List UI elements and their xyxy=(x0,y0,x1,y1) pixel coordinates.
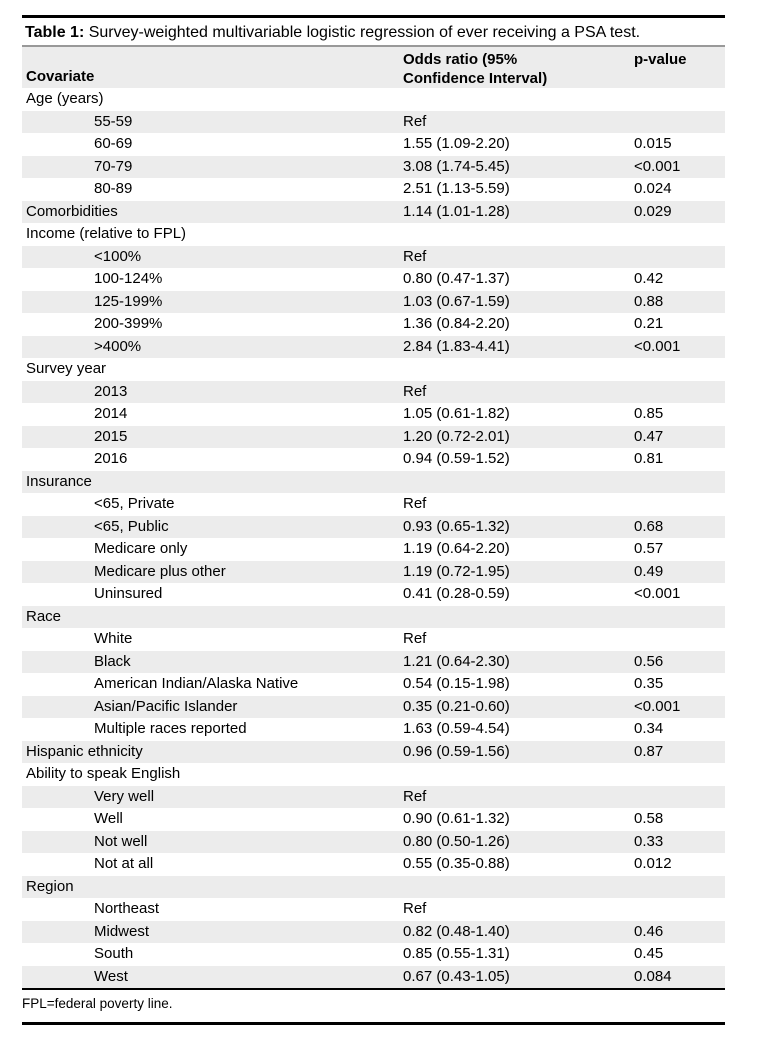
odds-ratio-cell xyxy=(403,358,634,381)
p-value-cell: 0.35 xyxy=(634,675,664,692)
odds-ratio-cell: 1.03 (0.67-1.59) xyxy=(403,292,510,310)
covariate-cell: 125-199% xyxy=(94,292,163,310)
covariate-cell: Multiple races reported xyxy=(94,720,247,737)
p-value-cell: <0.001 xyxy=(634,337,681,355)
odds-ratio-cell: 3.08 (1.74-5.45) xyxy=(403,157,510,175)
odds-ratio-cell: 1.19 (0.64-2.20) xyxy=(403,540,510,557)
covariate-cell: South xyxy=(94,945,134,962)
p-value-cell: 0.68 xyxy=(634,517,664,535)
table-row xyxy=(22,696,725,719)
table-row xyxy=(22,313,725,336)
table-row xyxy=(22,156,725,179)
p-value-cell xyxy=(634,606,725,629)
p-value-cell: 0.45 xyxy=(634,945,664,962)
table-row xyxy=(22,111,725,134)
odds-ratio-cell: 0.94 (0.59-1.52) xyxy=(403,450,510,467)
odds-ratio-cell xyxy=(403,876,634,899)
covariate-cell: 80-89 xyxy=(94,180,133,197)
table-row xyxy=(22,426,725,449)
odds-ratio-cell: 0.35 (0.21-0.60) xyxy=(403,697,510,715)
table-row xyxy=(22,808,725,831)
p-value-cell: 0.49 xyxy=(634,562,664,580)
covariate-cell: 200-399% xyxy=(94,315,163,332)
p-value-cell: 0.58 xyxy=(634,810,664,827)
odds-ratio-cell: 0.82 (0.48-1.40) xyxy=(403,922,510,940)
table-row xyxy=(22,831,725,854)
p-value-cell: 0.015 xyxy=(634,135,672,152)
table-row xyxy=(22,628,725,651)
table-row xyxy=(22,898,725,921)
p-value-cell xyxy=(634,246,725,269)
odds-ratio-cell: 0.55 (0.35-0.88) xyxy=(403,855,510,872)
p-value-cell xyxy=(634,111,725,134)
table-row xyxy=(22,223,725,246)
table-header-row xyxy=(22,45,725,88)
odds-ratio-cell: 0.90 (0.61-1.32) xyxy=(403,810,510,827)
covariate-cell: Midwest xyxy=(94,922,150,940)
covariate-cell: Hispanic ethnicity xyxy=(26,742,143,760)
covariate-cell: 100-124% xyxy=(94,270,163,287)
table-row xyxy=(22,673,725,696)
covariate-cell: >400% xyxy=(94,337,142,355)
p-value-cell: 0.47 xyxy=(634,427,664,445)
table-row xyxy=(22,88,725,111)
table-row xyxy=(22,516,725,539)
covariate-cell: 2013 xyxy=(94,382,128,400)
odds-ratio-cell: 0.96 (0.59-1.56) xyxy=(403,742,510,760)
covariate-cell: Asian/Pacific Islander xyxy=(94,697,238,715)
p-value-cell: <0.001 xyxy=(634,157,681,175)
odds-ratio-cell: 1.55 (1.09-2.20) xyxy=(403,135,510,152)
odds-ratio-cell: 1.05 (0.61-1.82) xyxy=(403,405,510,422)
p-value-cell: <0.001 xyxy=(634,585,681,602)
covariate-cell: Black xyxy=(94,652,131,670)
table-footnote: FPL=federal poverty line. xyxy=(22,988,725,1025)
covariate-cell: 55-59 xyxy=(94,112,133,130)
table-1 xyxy=(22,15,725,1025)
odds-ratio-cell: 0.67 (0.43-1.05) xyxy=(403,967,510,985)
covariate-cell: Not at all xyxy=(94,855,154,872)
odds-ratio-cell: 0.80 (0.47-1.37) xyxy=(403,270,510,287)
covariate-cell: Survey year xyxy=(26,360,107,377)
covariate-cell: <65, Private xyxy=(94,495,175,512)
odds-ratio-cell: 0.85 (0.55-1.31) xyxy=(403,945,510,962)
odds-ratio-cell: 1.63 (0.59-4.54) xyxy=(403,720,510,737)
covariate-cell: 2016 xyxy=(94,450,128,467)
table-title xyxy=(22,15,725,45)
p-value-cell: 0.88 xyxy=(634,292,664,310)
covariate-cell: Ability to speak English xyxy=(26,765,181,782)
table-row xyxy=(22,448,725,471)
table-row xyxy=(22,741,725,764)
covariate-cell: Not well xyxy=(94,832,148,850)
p-value-cell: 0.012 xyxy=(634,855,672,872)
covariate-cell: <100% xyxy=(94,247,142,265)
p-value-cell: 0.084 xyxy=(634,967,672,985)
table-row xyxy=(22,178,725,201)
p-value-cell: 0.87 xyxy=(634,742,664,760)
covariate-cell: Age (years) xyxy=(26,90,104,107)
covariate-cell: West xyxy=(94,967,128,985)
p-value-cell xyxy=(634,358,725,381)
covariate-cell: 60-69 xyxy=(94,135,133,152)
odds-ratio-cell xyxy=(403,223,634,246)
table-row xyxy=(22,471,725,494)
table-title-label: Table 1: xyxy=(25,24,85,41)
odds-ratio-cell xyxy=(403,88,634,111)
odds-ratio-cell: 0.41 (0.28-0.59) xyxy=(403,585,510,602)
p-value-cell: 0.21 xyxy=(634,315,664,332)
p-value-cell xyxy=(634,898,725,921)
odds-ratio-cell: Ref xyxy=(403,112,427,130)
covariate-cell: Income (relative to FPL) xyxy=(26,225,187,242)
odds-ratio-cell: Ref xyxy=(403,787,427,805)
covariate-cell: Race xyxy=(26,607,62,625)
covariate-cell: Region xyxy=(26,877,74,895)
table-row xyxy=(22,786,725,809)
table-row xyxy=(22,606,725,629)
p-value-cell: 0.34 xyxy=(634,720,664,737)
p-value-cell xyxy=(634,493,725,516)
covariate-cell: Medicare plus other xyxy=(94,562,226,580)
odds-ratio-cell xyxy=(403,471,634,494)
table-row xyxy=(22,763,725,786)
table-row xyxy=(22,561,725,584)
odds-ratio-cell: 0.93 (0.65-1.32) xyxy=(403,517,510,535)
column-header-odds-ratio: Odds ratio (95% Confidence Interval) xyxy=(403,51,548,87)
covariate-cell: Uninsured xyxy=(94,585,163,602)
table-row xyxy=(22,651,725,674)
table-body xyxy=(22,88,725,988)
covariate-cell: Insurance xyxy=(26,472,92,490)
p-value-cell xyxy=(634,381,725,404)
covariate-cell: 70-79 xyxy=(94,157,133,175)
odds-ratio-cell xyxy=(403,763,634,786)
odds-ratio-cell: 2.84 (1.83-4.41) xyxy=(403,337,510,355)
table-row xyxy=(22,943,725,966)
p-value-cell xyxy=(634,628,725,651)
odds-ratio-cell: 0.80 (0.50-1.26) xyxy=(403,832,510,850)
table-row xyxy=(22,718,725,741)
odds-ratio-cell: Ref xyxy=(403,495,427,512)
covariate-cell: White xyxy=(94,630,133,647)
odds-ratio-cell: 1.20 (0.72-2.01) xyxy=(403,427,510,445)
p-value-cell: 0.85 xyxy=(634,405,664,422)
p-value-cell: 0.024 xyxy=(634,180,672,197)
table-row xyxy=(22,966,725,989)
table-row xyxy=(22,853,725,876)
table-row xyxy=(22,876,725,899)
odds-ratio-cell: Ref xyxy=(403,382,427,400)
table-row xyxy=(22,201,725,224)
table-row xyxy=(22,493,725,516)
table-row xyxy=(22,921,725,944)
covariate-cell: Well xyxy=(94,810,123,827)
p-value-cell xyxy=(634,786,725,809)
p-value-cell xyxy=(634,471,725,494)
table-row xyxy=(22,538,725,561)
odds-ratio-cell: Ref xyxy=(403,900,427,917)
table-row xyxy=(22,133,725,156)
covariate-cell: Medicare only xyxy=(94,540,188,557)
table-row xyxy=(22,336,725,359)
table-row xyxy=(22,291,725,314)
p-value-cell: 0.33 xyxy=(634,832,664,850)
odds-ratio-cell xyxy=(403,606,634,629)
table-title-text: Survey-weighted multivariable logistic regression of ever receiving a PSA test. xyxy=(84,24,641,41)
p-value-cell: 0.42 xyxy=(634,270,664,287)
odds-ratio-cell: 0.54 (0.15-1.98) xyxy=(403,675,510,692)
table-row xyxy=(22,403,725,426)
table-row xyxy=(22,358,725,381)
column-header-covariate: Covariate xyxy=(26,68,95,85)
p-value-cell: 0.029 xyxy=(634,202,672,220)
covariate-cell: Northeast xyxy=(94,900,160,917)
p-value-cell xyxy=(634,88,725,111)
table-row xyxy=(22,381,725,404)
odds-ratio-cell: Ref xyxy=(403,630,427,647)
p-value-cell: 0.46 xyxy=(634,922,664,940)
table-row xyxy=(22,246,725,269)
odds-ratio-cell: 1.36 (0.84-2.20) xyxy=(403,315,510,332)
odds-ratio-cell: Ref xyxy=(403,247,427,265)
table-row xyxy=(22,268,725,291)
p-value-cell: <0.001 xyxy=(634,697,681,715)
p-value-cell xyxy=(634,763,725,786)
covariate-cell: 2014 xyxy=(94,405,128,422)
covariate-cell: Comorbidities xyxy=(26,202,118,220)
odds-ratio-cell: 2.51 (1.13-5.59) xyxy=(403,180,510,197)
odds-ratio-cell: 1.21 (0.64-2.30) xyxy=(403,652,510,670)
covariate-cell: American Indian/Alaska Native xyxy=(94,675,299,692)
p-value-cell: 0.57 xyxy=(634,540,664,557)
odds-ratio-cell: 1.19 (0.72-1.95) xyxy=(403,562,510,580)
odds-ratio-cell: 1.14 (1.01-1.28) xyxy=(403,202,510,220)
p-value-cell: 0.81 xyxy=(634,450,664,467)
p-value-cell xyxy=(634,223,725,246)
covariate-cell: 2015 xyxy=(94,427,128,445)
column-header-p-value: p-value xyxy=(634,51,687,68)
covariate-cell: Very well xyxy=(94,787,155,805)
covariate-cell: <65, Public xyxy=(94,517,169,535)
table-row xyxy=(22,583,725,606)
p-value-cell xyxy=(634,876,725,899)
p-value-cell: 0.56 xyxy=(634,652,664,670)
